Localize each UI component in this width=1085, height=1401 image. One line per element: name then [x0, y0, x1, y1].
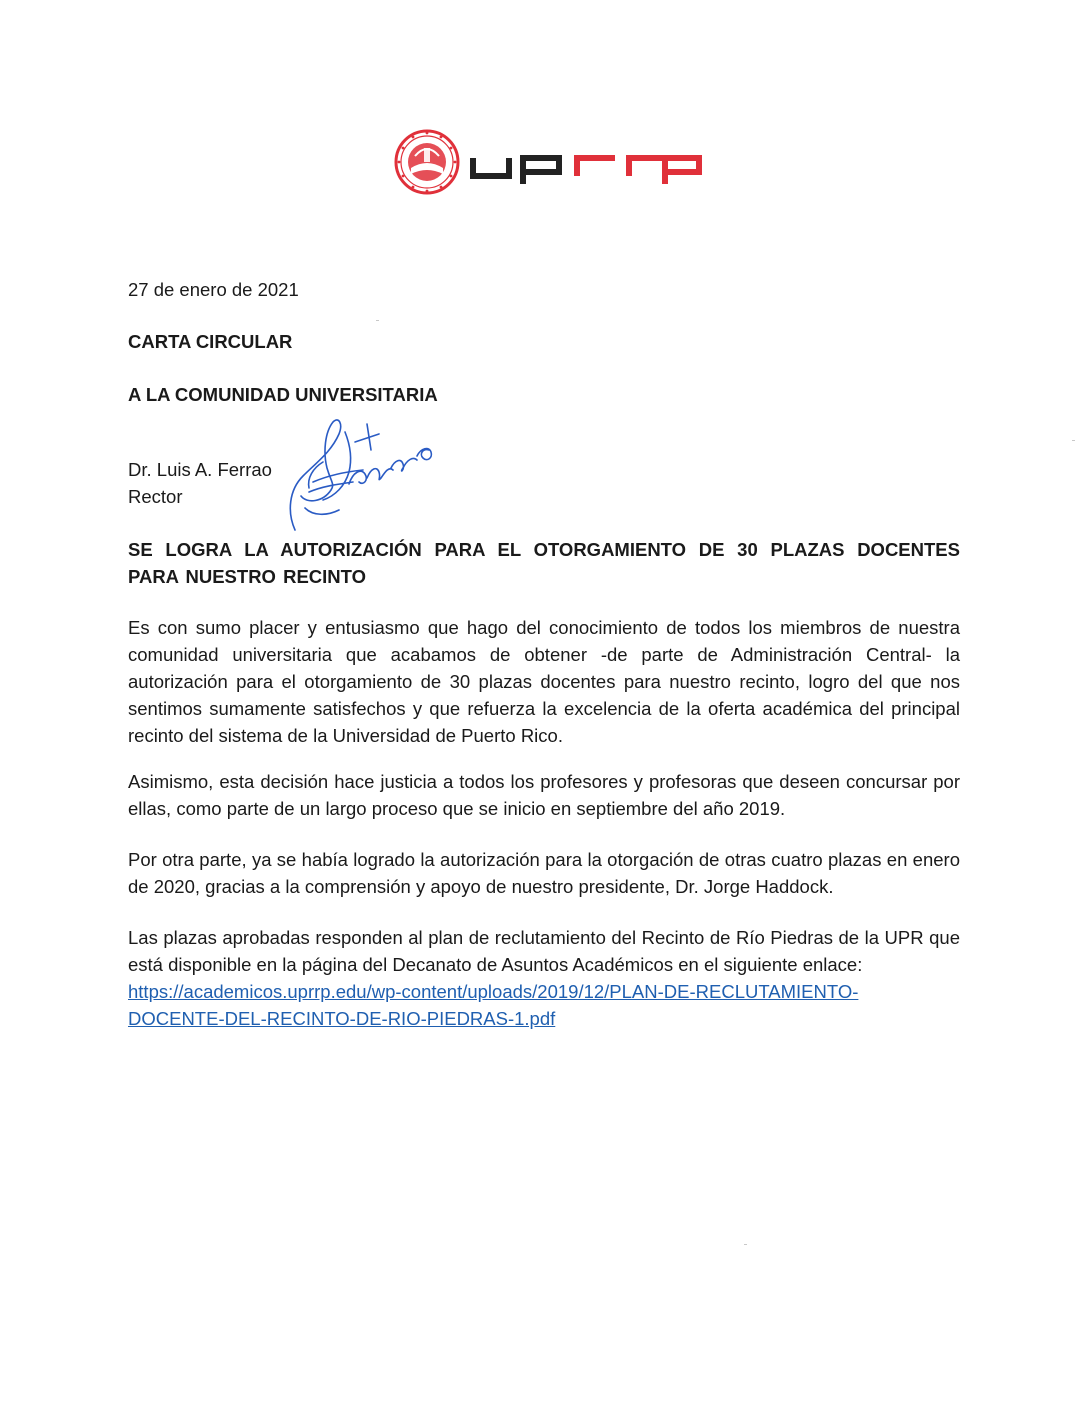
body-paragraph-1: Es con sumo placer y entusiasmo que hago del conocimiento de todos los miembros de nuestra comunidad universitaria que acabamos de obtener -de parte de Administración Central- la autorización para el otorgamiento de 30 plazas docentes para nuestro recinto, logro del que nos sentimos sumamente satisfechos y que refuerza la excelencia de la oferta académica del principal recinto del sistema de la Universidad de Puerto Rico. [128, 617, 960, 746]
plan-document-link-line-2[interactable]: DOCENTE-DEL-RECINTO-DE-RIO-PIEDRAS-1.pdf [128, 1008, 556, 1029]
letter-subject: SE LOGRA LA AUTORIZACIÓN PARA EL OTORGAMIENTO DE 30 PLAZAS DOCENTES PARA NUESTRO RECINTO [128, 539, 960, 587]
letter-type: CARTA CIRCULAR [128, 331, 293, 352]
scan-artifact [1072, 440, 1075, 441]
logo-p2-glyph [665, 158, 699, 184]
sender-title: Rector [128, 486, 183, 507]
logo-p-glyph [523, 158, 559, 184]
sender-name: Dr. Luis A. Ferrao [128, 459, 272, 480]
uprrp-logo [393, 128, 703, 200]
plan-document-link-line-1[interactable]: https://academicos.uprrp.edu/wp-content/uploads/2019/12/PLAN-DE-RECLUTAMIENTO- [128, 981, 859, 1002]
logo-r-glyph [577, 158, 615, 176]
body-paragraph-2: Asimismo, esta decisión hace justicia a todos los profesores y profesoras que deseen concursar por ellas, como parte de un largo proceso que se inicio en septiembre del año 2019. [128, 771, 960, 819]
scan-artifact [376, 320, 379, 321]
letter-audience: A LA COMUNIDAD UNIVERSITARIA [128, 384, 438, 405]
scan-artifact [744, 1244, 747, 1245]
body-paragraph-4 [128, 924, 960, 1032]
logo-r2-glyph [629, 158, 663, 176]
letter-date: 27 de enero de 2021 [128, 279, 299, 300]
logo-u-glyph [473, 158, 509, 176]
university-seal-icon [396, 131, 458, 193]
handwritten-signature [283, 412, 443, 534]
paragraph-4-text: Las plazas aprobadas responden al plan de reclutamiento del Recinto de Río Piedras de la UPR que está disponible en la página del Decanato de Asuntos Académicos en el siguiente enlace: [128, 927, 960, 975]
sender-block [128, 456, 960, 510]
body-paragraph-3: Por otra parte, ya se había logrado la autorización para la otorgación de otras cuatro plazas en enero de 2020, gracias a la comprensión y apoyo de nuestro presidente, Dr. Jorge Haddock. [128, 849, 960, 897]
